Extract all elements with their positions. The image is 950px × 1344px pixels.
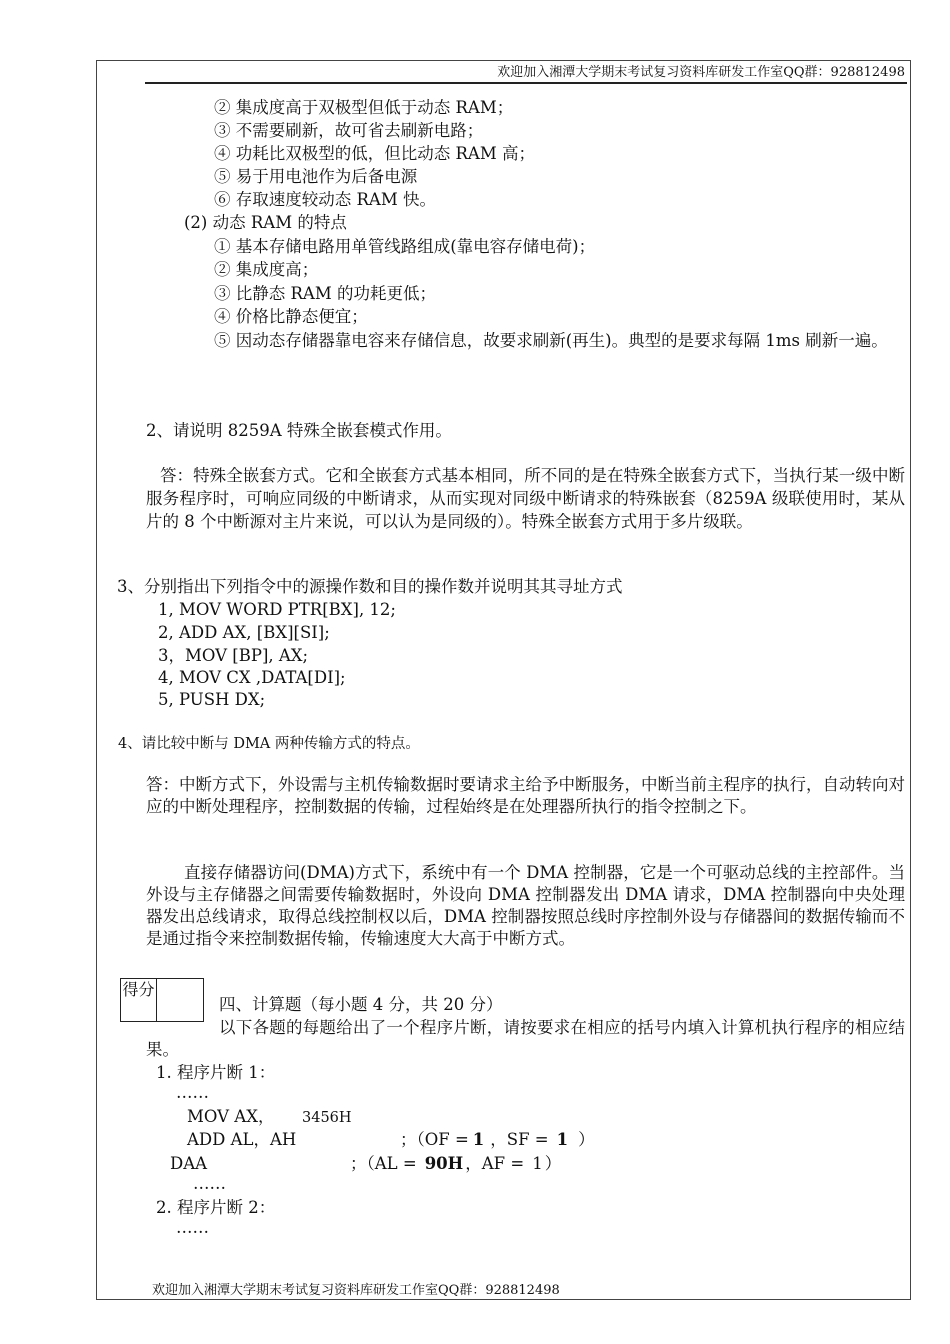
- page-header: 欢迎加入湘潭大学期末考试复习资料库研发工作室QQ群：928812498: [497, 65, 905, 80]
- sram-point-5: ⑤ 易于用电池作为后备电源: [214, 167, 418, 186]
- dram-title: (2) 动态 RAM 的特点: [184, 213, 347, 232]
- dram-point-2: ② 集成度高；: [214, 260, 319, 279]
- fragment-1-add: ADD AL，AH: [187, 1130, 297, 1149]
- sram-point-4: ④ 功耗比双极型的低，但比动态 RAM 高；: [214, 144, 535, 163]
- section-4-title: 四、计算题（每小题 4 分，共 20 分）: [219, 995, 503, 1014]
- instruction-4: 4, MOV CX ,DATA[DI];: [158, 668, 346, 687]
- question-4: 4、请比较中断与 DMA 两种传输方式的特点。: [118, 736, 420, 752]
- fragment-1-dots-top: ……: [176, 1083, 209, 1102]
- sram-point-3: ③ 不需要刷新，故可省去刷新电路；: [214, 121, 484, 140]
- instruction-3: 3，MOV [BP], AX;: [158, 646, 309, 665]
- fragment-1-add-result: ；（OF = 1 ，SF = 1 ）: [400, 1130, 595, 1149]
- dram-point-4: ④ 价格比静态便宜；: [214, 307, 368, 326]
- page-footer: 欢迎加入湘潭大学期末考试复习资料库研发工作室QQ群：928812498: [152, 1283, 560, 1298]
- dram-point-1: ① 基本存储电路用单管线路组成(靠电容存储电荷)；: [214, 237, 596, 256]
- fragment-1-dots-bottom: ……: [193, 1174, 226, 1193]
- answer-4-dma: 直接存储器访问(DMA)方式下，系统中有一个 DMA 控制器，它是一个可驱动总线的主控部件。当外设与主存储器之间需要传输数据时，外设向 DMA 控制器发出 DMA 请求，DMA 控制器向中央处理器发出总线请求，取得总线控制权以后，DMA 控制器按照总线时序控制外设与存储器间的数据传输而不是通过指令来控制数据传输，传输速度大大高于中断方式。: [146, 863, 905, 948]
- al-value: 90H: [424, 1154, 464, 1173]
- section-4-intro: 以下各题的每题给出了一个程序片断，请按要求在相应的括号内填入计算机执行程序的相应结果。: [146, 1018, 905, 1059]
- instruction-2: 2, ADD AX, [BX][SI];: [158, 623, 330, 642]
- question-2: 2、请说明 8259A 特殊全嵌套模式作用。: [146, 421, 452, 440]
- dram-point-3: ③ 比静态 RAM 的功耗更低；: [214, 284, 436, 303]
- fragment-2-dots: ……: [176, 1218, 209, 1237]
- answer-4-interrupt: 答：中断方式下，外设需与主机传输数据时要请求主给予中断服务，中断当前主程序的执行，自动转向对应的中断处理程序，控制数据的传输，过程始终是在处理器所执行的指令控制之下。: [146, 775, 905, 816]
- fragment-1-daa: DAA: [170, 1154, 208, 1173]
- instruction-1: 1, MOV WORD PTR[BX], 12;: [158, 600, 396, 619]
- header-rule: [145, 82, 907, 84]
- sf-value: 1: [556, 1130, 569, 1149]
- question-3: 3、分别指出下列指令中的源操作数和目的操作数并说明其其寻址方式: [117, 577, 623, 596]
- score-blank: [157, 979, 203, 1021]
- fragment-1-label: 1. 程序片断 1：: [156, 1063, 276, 1082]
- af-value: 1: [532, 1154, 543, 1173]
- score-label: 得分: [121, 979, 157, 1021]
- fragment-1-daa-result: ；（AL = 90H ，AF = 1 ）: [350, 1154, 562, 1173]
- fragment-1-mov: MOV AX，: [187, 1107, 275, 1126]
- of-value: 1: [472, 1130, 485, 1149]
- sram-point-2: ② 集成度高于双极型但低于动态 RAM；: [214, 98, 514, 117]
- fragment-1-mov-value: 3456H: [302, 1110, 352, 1126]
- dram-point-5: ⑤ 因动态存储器靠电容来存储信息，故要求刷新(再生)。典型的是要求每隔 1ms 刷新一遍。: [214, 331, 888, 350]
- instruction-5: 5, PUSH DX;: [158, 690, 266, 709]
- answer-2: 答：特殊全嵌套方式。它和全嵌套方式基本相同，所不同的是在特殊全嵌套方式下，当执行某一级中断服务程序时，可响应同级的中断请求，从而实现对同级中断请求的特殊嵌套（8259A 级联使用时，某从片的 8 个中断源对主片来说，可以认为是同级的）。特殊全嵌套方式用于多片级联。: [146, 466, 905, 531]
- sram-point-6: ⑥ 存取速度较动态 RAM 快。: [214, 190, 436, 209]
- score-box: [120, 978, 204, 1022]
- fragment-2-label: 2. 程序片断 2：: [156, 1198, 276, 1217]
